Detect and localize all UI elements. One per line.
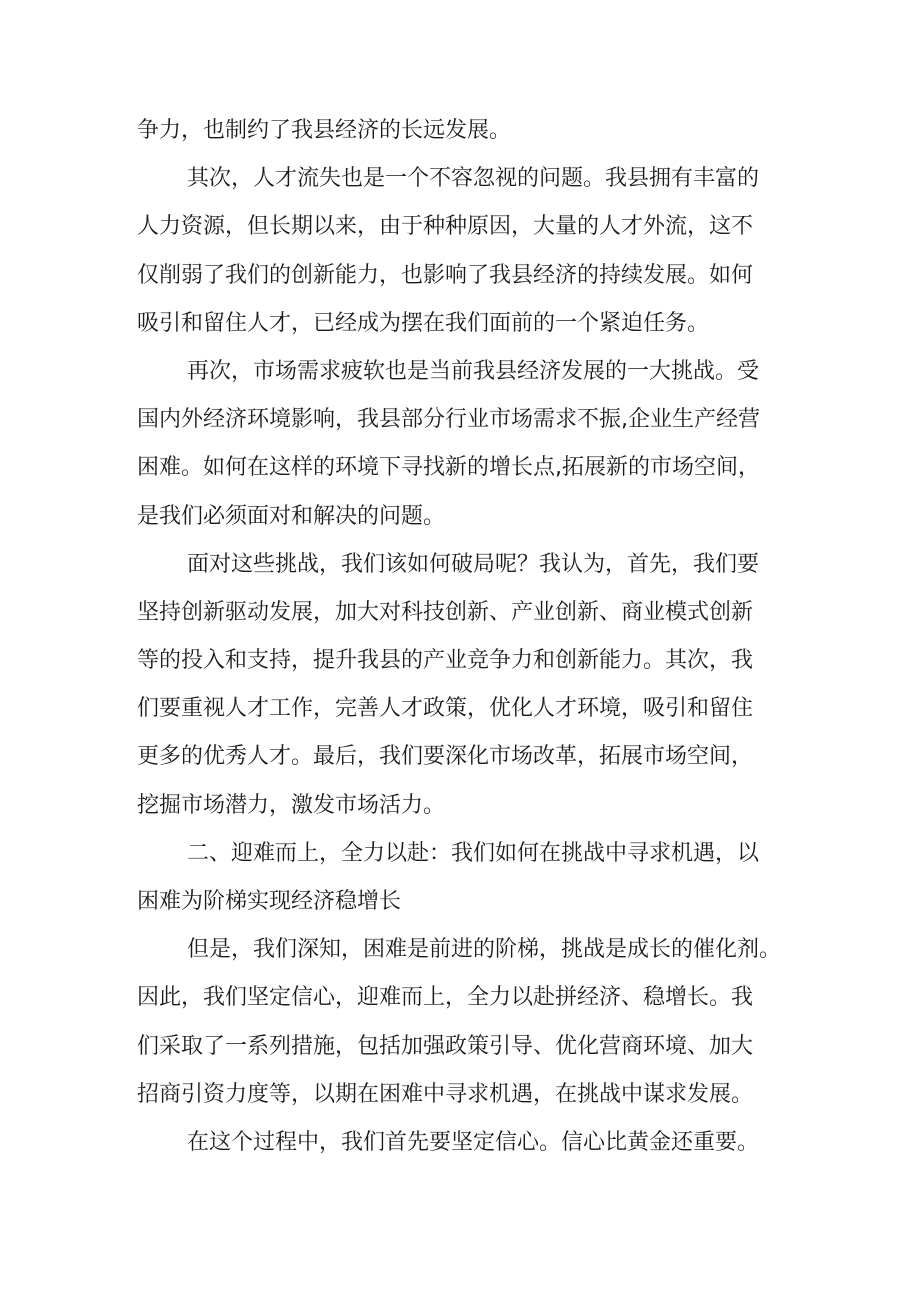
text-line: 国内外经济环境影响，我县部分行业市场需求不振,企业生产经营 bbox=[137, 407, 760, 433]
text-line: 争力，也制约了我县经济的长远发展。 bbox=[137, 118, 512, 143]
paragraph-start-line: 但是，我们深知，困难是前进的阶梯，挑战是成长的催化剂。 bbox=[187, 937, 782, 963]
text-line: 等的投入和支持，提升我县的产业竞争力和创新能力。其次，我 bbox=[137, 648, 754, 674]
text-line: 人力资源，但长期以来，由于种种原因，大量的人才外流，这不 bbox=[137, 214, 754, 240]
text-line: 更多的优秀人才。最后，我们要深化市场改革，拓展市场空间， bbox=[137, 744, 754, 770]
text-line: 仅削弱了我们的创新能力，也影响了我县经济的持续发展。如何 bbox=[137, 262, 754, 288]
section-heading-line: 困难为阶梯实现经济稳增长 bbox=[137, 889, 402, 914]
text-line: 因此，我们坚定信心，迎难而上，全力以赴拼经济、稳增长。我 bbox=[137, 985, 754, 1011]
text-line: 吸引和留住人才，已经成为摆在我们面前的一个紧迫任务。 bbox=[137, 310, 710, 336]
text-line: 招商引资力度等，以期在困难中寻求机遇，在挑战中谋求发展。 bbox=[137, 1081, 754, 1107]
text-line: 困难。如何在这样的环境下寻找新的增长点,拓展新的市场空间， bbox=[137, 455, 760, 481]
paragraph-start-line: 其次，人才流失也是一个不容忽视的问题。我县拥有丰富的 bbox=[187, 166, 760, 192]
paragraph-start-line: 面对这些挑战，我们该如何破局呢？我认为，首先，我们要 bbox=[187, 551, 760, 577]
text-line: 们采取了一系列措施，包括加强政策引导、优化营商环境、加大 bbox=[137, 1033, 754, 1059]
text-line: 坚持创新驱动发展，加大对科技创新、产业创新、商业模式创新 bbox=[137, 599, 754, 625]
document-body bbox=[137, 107, 827, 1167]
paragraph-start-line: 再次，市场需求疲软也是当前我县经济发展的一大挑战。受 bbox=[187, 358, 760, 384]
text-line: 挖掘市场潜力，激发市场活力。 bbox=[137, 792, 446, 818]
text-line: 是我们必须面对和解决的问题。 bbox=[137, 503, 446, 529]
text-line: 们要重视人才工作，完善人才政策，优化人才环境，吸引和留住 bbox=[137, 696, 754, 722]
paragraph-start-line: 在这个过程中，我们首先要坚定信心。信心比黄金还重要。 bbox=[187, 1129, 760, 1155]
section-heading-line: 二、迎难而上，全力以赴：我们如何在挑战中寻求机遇，以 bbox=[187, 840, 760, 866]
